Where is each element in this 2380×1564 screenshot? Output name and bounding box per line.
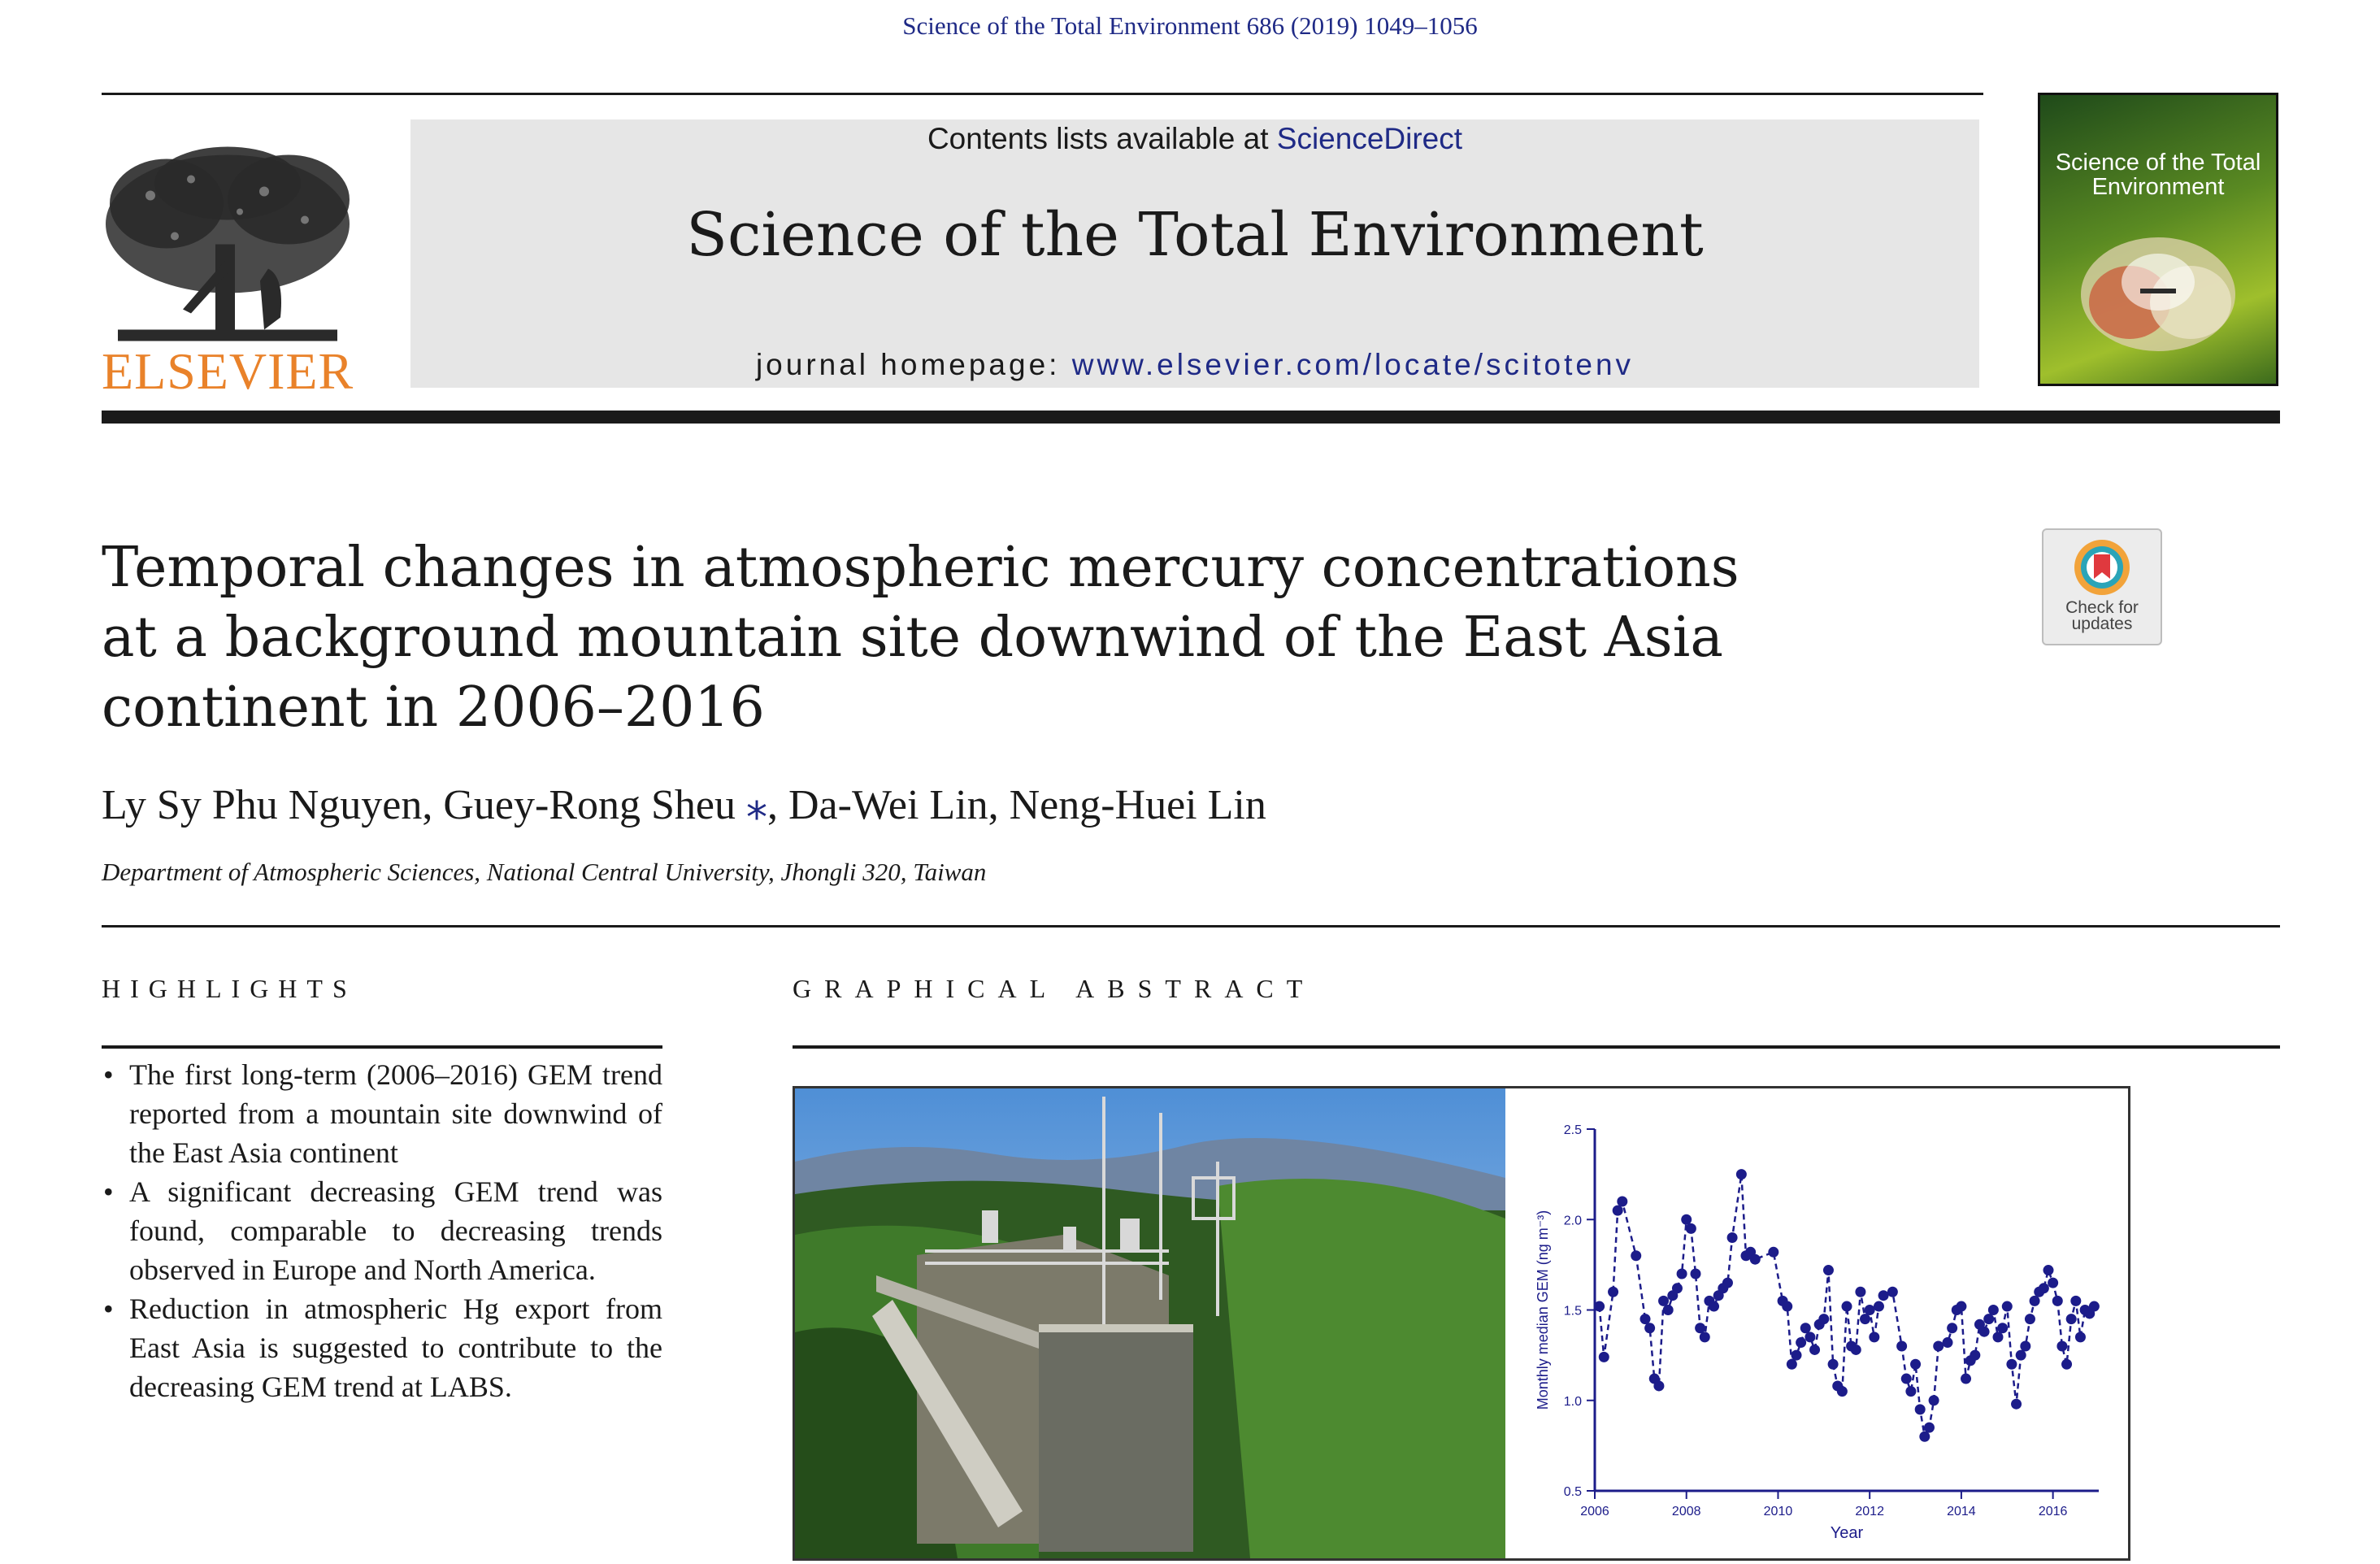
check-updates-label: Check for updates	[2065, 598, 2139, 633]
check-for-updates-button[interactable]	[2042, 528, 2162, 645]
gem-data-point	[1691, 1269, 1701, 1279]
gem-data-point	[1809, 1345, 1820, 1355]
gem-data-point	[1865, 1305, 1875, 1315]
gem-data-point	[1878, 1290, 1889, 1301]
affiliation: Department of Atmospheric Sciences, National Central University, Jhongli 320, Taiwan	[102, 858, 987, 886]
gem-data-point	[1818, 1314, 1829, 1324]
graphical-abstract-rule	[793, 1045, 2280, 1049]
graphical-abstract-figure[interactable]	[793, 1086, 2130, 1561]
gem-data-point	[2011, 1399, 2022, 1410]
gem-data-point	[1787, 1359, 1797, 1370]
gem-data-point	[1677, 1269, 1687, 1279]
gem-data-point	[1961, 1374, 1971, 1384]
article-title: Temporal changes in atmospheric mercury concentrations at a background mountain site downwind of the East Asia continent in 2006–2016	[102, 536, 1739, 740]
gem-data-point	[1919, 1431, 1930, 1442]
x-tick-label: 2008	[1671, 1505, 1701, 1518]
gem-data-point	[2075, 1332, 2086, 1342]
highlights-rule	[102, 1045, 662, 1049]
gem-data-point	[1887, 1287, 1898, 1297]
gem-data-point	[2056, 1341, 2067, 1352]
y-axis-label: Monthly median GEM (ng m⁻³)	[1535, 1210, 1551, 1410]
sciencedirect-link[interactable]: ScienceDirect	[1276, 122, 1463, 155]
gem-data-point	[1805, 1332, 1815, 1342]
highlight-item: • A significant decreasing GEM trend was found, comparable to decreasing trends observed in Europe and North America.	[102, 1172, 662, 1289]
gem-data-point	[1640, 1314, 1651, 1324]
gem-data-point	[1983, 1314, 1994, 1324]
gem-data-point	[1869, 1332, 1879, 1342]
contents-line	[410, 122, 1979, 156]
gem-data-point	[1828, 1359, 1839, 1370]
gem-data-point	[2002, 1301, 2013, 1312]
gem-data-point	[1796, 1337, 1806, 1348]
gem-data-point	[2048, 1278, 2058, 1288]
y-tick-label: 1.0	[1563, 1394, 1582, 1409]
gem-data-point	[1663, 1305, 1674, 1315]
homepage-link[interactable]: www.elsevier.com/locate/scitotenv	[1071, 348, 1635, 381]
homepage-line	[410, 348, 1979, 382]
gem-data-point	[1700, 1332, 1710, 1342]
gem-data-point	[2006, 1359, 2017, 1370]
x-axis-label: Year	[1830, 1524, 1864, 1542]
gem-data-point	[1997, 1323, 2008, 1333]
highlights-list	[102, 1055, 662, 1406]
gem-data-point	[1979, 1327, 1990, 1337]
gem-data-point	[1933, 1341, 1944, 1352]
gem-data-point	[1792, 1350, 1802, 1361]
gem-data-point	[1855, 1287, 1865, 1297]
check-updates-icon	[2071, 537, 2133, 598]
x-tick-label: 2006	[1580, 1505, 1609, 1518]
gem-data-point	[1686, 1223, 1696, 1234]
gem-data-point	[1988, 1305, 1999, 1315]
gem-data-point	[1658, 1296, 1669, 1306]
header-thick-rule	[102, 411, 2280, 424]
journal-citation[interactable]: Science of the Total Environment 686 (2019) 1049–1056	[902, 11, 1478, 40]
gem-data-point	[1653, 1380, 1664, 1391]
highlight-item: • The first long-term (2006–2016) GEM trend reported from a mountain site downwind of the East Asia continent	[102, 1055, 662, 1172]
gem-data-point	[1782, 1301, 1792, 1312]
gem-data-point	[1736, 1169, 1747, 1180]
y-tick-label: 0.5	[1563, 1485, 1582, 1499]
x-tick-label: 2014	[1947, 1505, 1976, 1518]
journal-title: Science of the Total Environment	[686, 200, 1704, 270]
gem-data-point	[1943, 1337, 1953, 1348]
gem-data-point	[2016, 1350, 2026, 1361]
highlights-heading: HIGHLIGHTS	[102, 974, 357, 1003]
gem-data-point	[2039, 1283, 2049, 1293]
gem-data-point	[1608, 1287, 1618, 1297]
corresponding-author-mark[interactable]: ⁎	[746, 782, 767, 828]
gem-data-point	[1915, 1404, 1926, 1414]
gem-data-point	[1851, 1345, 1861, 1355]
gem-data-point	[2066, 1314, 2077, 1324]
cover-title: Science of the Total Environment	[2055, 150, 2261, 200]
y-tick-label: 1.5	[1563, 1304, 1582, 1319]
gem-data-point	[1672, 1283, 1683, 1293]
gem-data-point	[1800, 1323, 1811, 1333]
publisher-wordmark[interactable]: ELSEVIER	[102, 342, 354, 400]
journal-cover-thumbnail[interactable]	[2038, 93, 2278, 386]
gem-data-point	[1695, 1323, 1705, 1333]
gem-data-point	[1613, 1206, 1623, 1216]
x-tick-label: 2016	[2038, 1505, 2068, 1518]
gem-data-point	[1599, 1352, 1609, 1362]
gem-data-point	[2043, 1265, 2054, 1275]
gem-data-point	[1956, 1301, 1966, 1312]
gem-data-point	[1970, 1350, 1980, 1361]
gem-data-point	[2089, 1301, 2100, 1312]
x-tick-label: 2010	[1763, 1505, 1793, 1518]
gem-data-point	[1924, 1423, 1935, 1433]
gem-data-point	[1947, 1323, 1957, 1333]
x-tick-label: 2012	[1855, 1505, 1884, 1518]
y-tick-label: 2.5	[1563, 1123, 1582, 1137]
gem-data-point	[2052, 1296, 2063, 1306]
gem-data-point	[1905, 1386, 1916, 1397]
gem-data-point	[1860, 1314, 1870, 1324]
gem-data-point	[1727, 1232, 1738, 1243]
gem-data-point	[1631, 1250, 1641, 1261]
contents-prefix: Contents lists available at	[927, 122, 1277, 155]
gem-data-point	[1993, 1332, 2004, 1342]
gem-data-point	[1722, 1278, 1733, 1288]
gem-data-point	[1910, 1359, 1921, 1370]
gem-data-point	[1594, 1301, 1605, 1312]
homepage-prefix: journal homepage:	[755, 348, 1072, 381]
gem-data-point	[1874, 1301, 1884, 1312]
authors-part-2[interactable]: , Da-Wei Lin, Neng-Huei Lin	[767, 782, 1266, 828]
top-rule	[102, 93, 1983, 95]
gem-data-point	[1768, 1247, 1778, 1258]
monitoring-station-photo	[795, 1088, 1505, 1558]
gem-data-point	[2020, 1341, 2030, 1352]
graphical-abstract-heading: GRAPHICAL ABSTRACT	[793, 974, 1316, 1003]
gem-data-point	[1837, 1386, 1848, 1397]
author-list	[102, 780, 1266, 829]
gem-data-point	[1896, 1341, 1907, 1352]
gem-data-point	[1681, 1214, 1692, 1225]
gem-data-point	[2070, 1296, 2081, 1306]
authors-part-1[interactable]: Ly Sy Phu Nguyen, Guey-Rong Sheu	[102, 782, 746, 828]
gem-time-series-chart[interactable]	[1505, 1088, 2128, 1558]
gem-data-point	[1842, 1301, 1852, 1312]
gem-data-point	[1823, 1265, 1834, 1275]
gem-data-point	[2061, 1359, 2072, 1370]
gem-data-point	[2025, 1314, 2035, 1324]
gem-data-point	[1901, 1374, 1912, 1384]
gem-data-point	[1617, 1197, 1627, 1207]
gem-data-point	[2030, 1296, 2040, 1306]
y-tick-label: 2.0	[1563, 1214, 1582, 1228]
gem-data-point	[1644, 1323, 1655, 1333]
gem-data-point	[1929, 1395, 1939, 1405]
highlight-item: • Reduction in atmospheric Hg export from East Asia is suggested to contribute to the decreasing GEM trend at LABS.	[102, 1289, 662, 1406]
gem-data-point	[1709, 1301, 1719, 1312]
cover-flower-graphic-icon	[2069, 225, 2248, 363]
gem-data-point	[1750, 1254, 1761, 1265]
section-rule	[102, 925, 2280, 928]
